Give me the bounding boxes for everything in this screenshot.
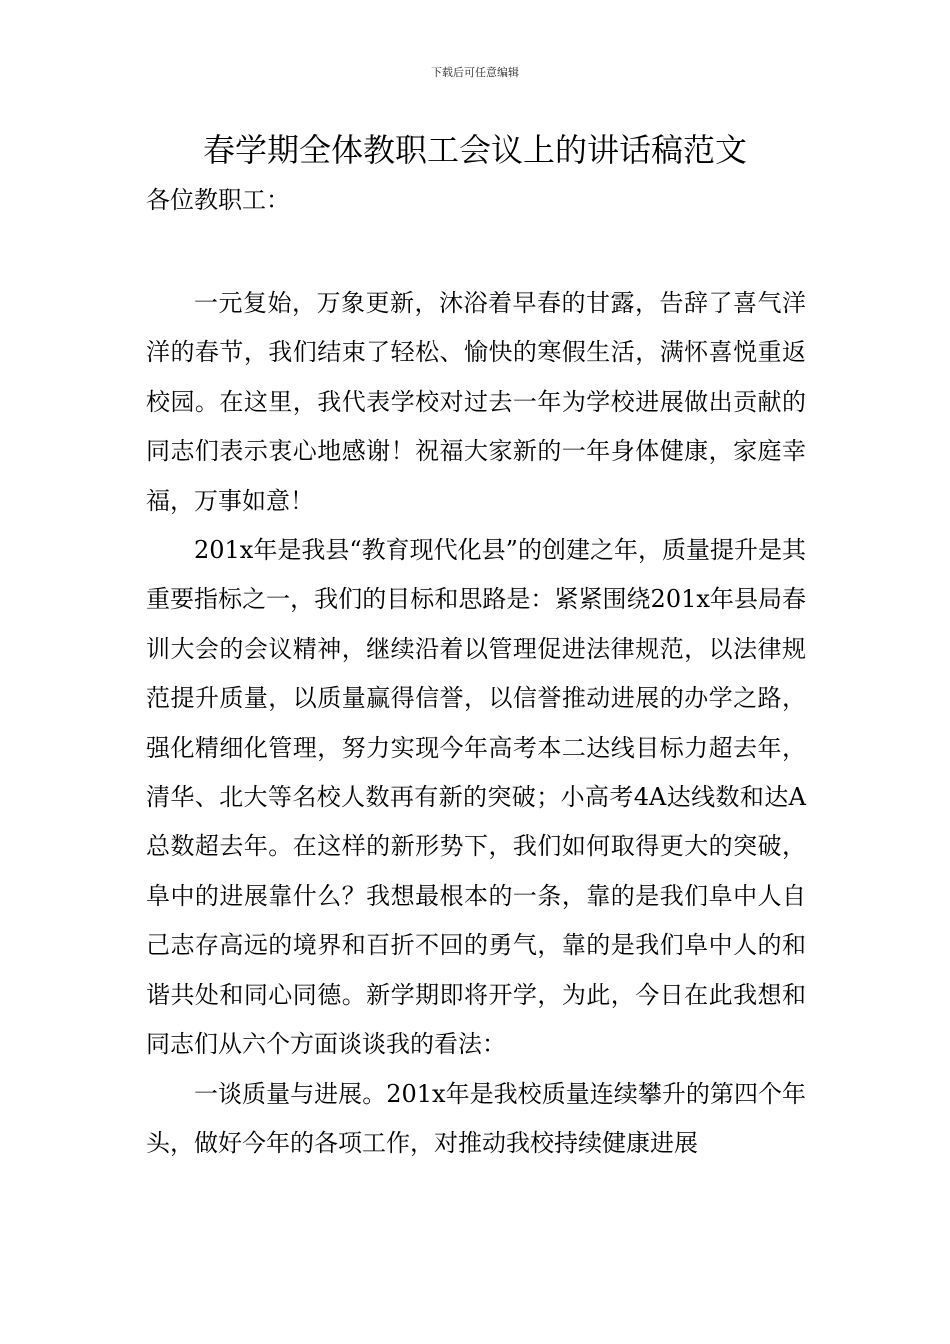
paragraph: 一谈质量与进展。201x年是我校质量连续攀升的第四个年头，做好今年的各项工作，对推动我校持续健康进展: [146, 1079, 806, 1157]
document-title: 春学期全体教职工会议上的讲话稿范文: [202, 131, 747, 169]
paragraph: 一元复始，万象更新，沐浴着早春的甘露，告辞了喜气洋洋的春节，我们结束了轻松、愉快的寒假生活，满怀喜悦重返校园。在这里，我代表学校对过去一年为学校进展做出贡献的同志们表示衷心地感谢！祝福大家新的一年身体健康，家庭幸福，万事如意！: [146, 289, 806, 515]
paragraph: 201x年是我县“教育现代化县”的创建之年，质量提升是其重要指标之一，我们的目标和思路是：紧紧围绕201x年县局春训大会的会议精神，继续沿着以管理促进法律规范，以法律规范提升质量，以质量赢得信誉，以信誉推动进展的办学之路，强化精细化管理，努力实现今年高考本二达线目标力超去年，清华、北大等名校人数再有新的突破；小高考4A达线数和达A总数超去年。在这样的新形势下，我们如何取得更大的突破，阜中的进展靠什么？我想最根本的一条，靠的是我们阜中人自己志存高远的境界和百折不回的勇气，靠的是我们阜中人的和谐共处和同心同德。新学期即将开学，为此，今日在此我想和同志们从六个方面谈谈我的看法：: [146, 536, 806, 1059]
salutation: 各位教职工：: [146, 186, 290, 214]
header-note: 下载后可任意编辑: [431, 66, 519, 79]
document-body: [146, 279, 806, 1168]
